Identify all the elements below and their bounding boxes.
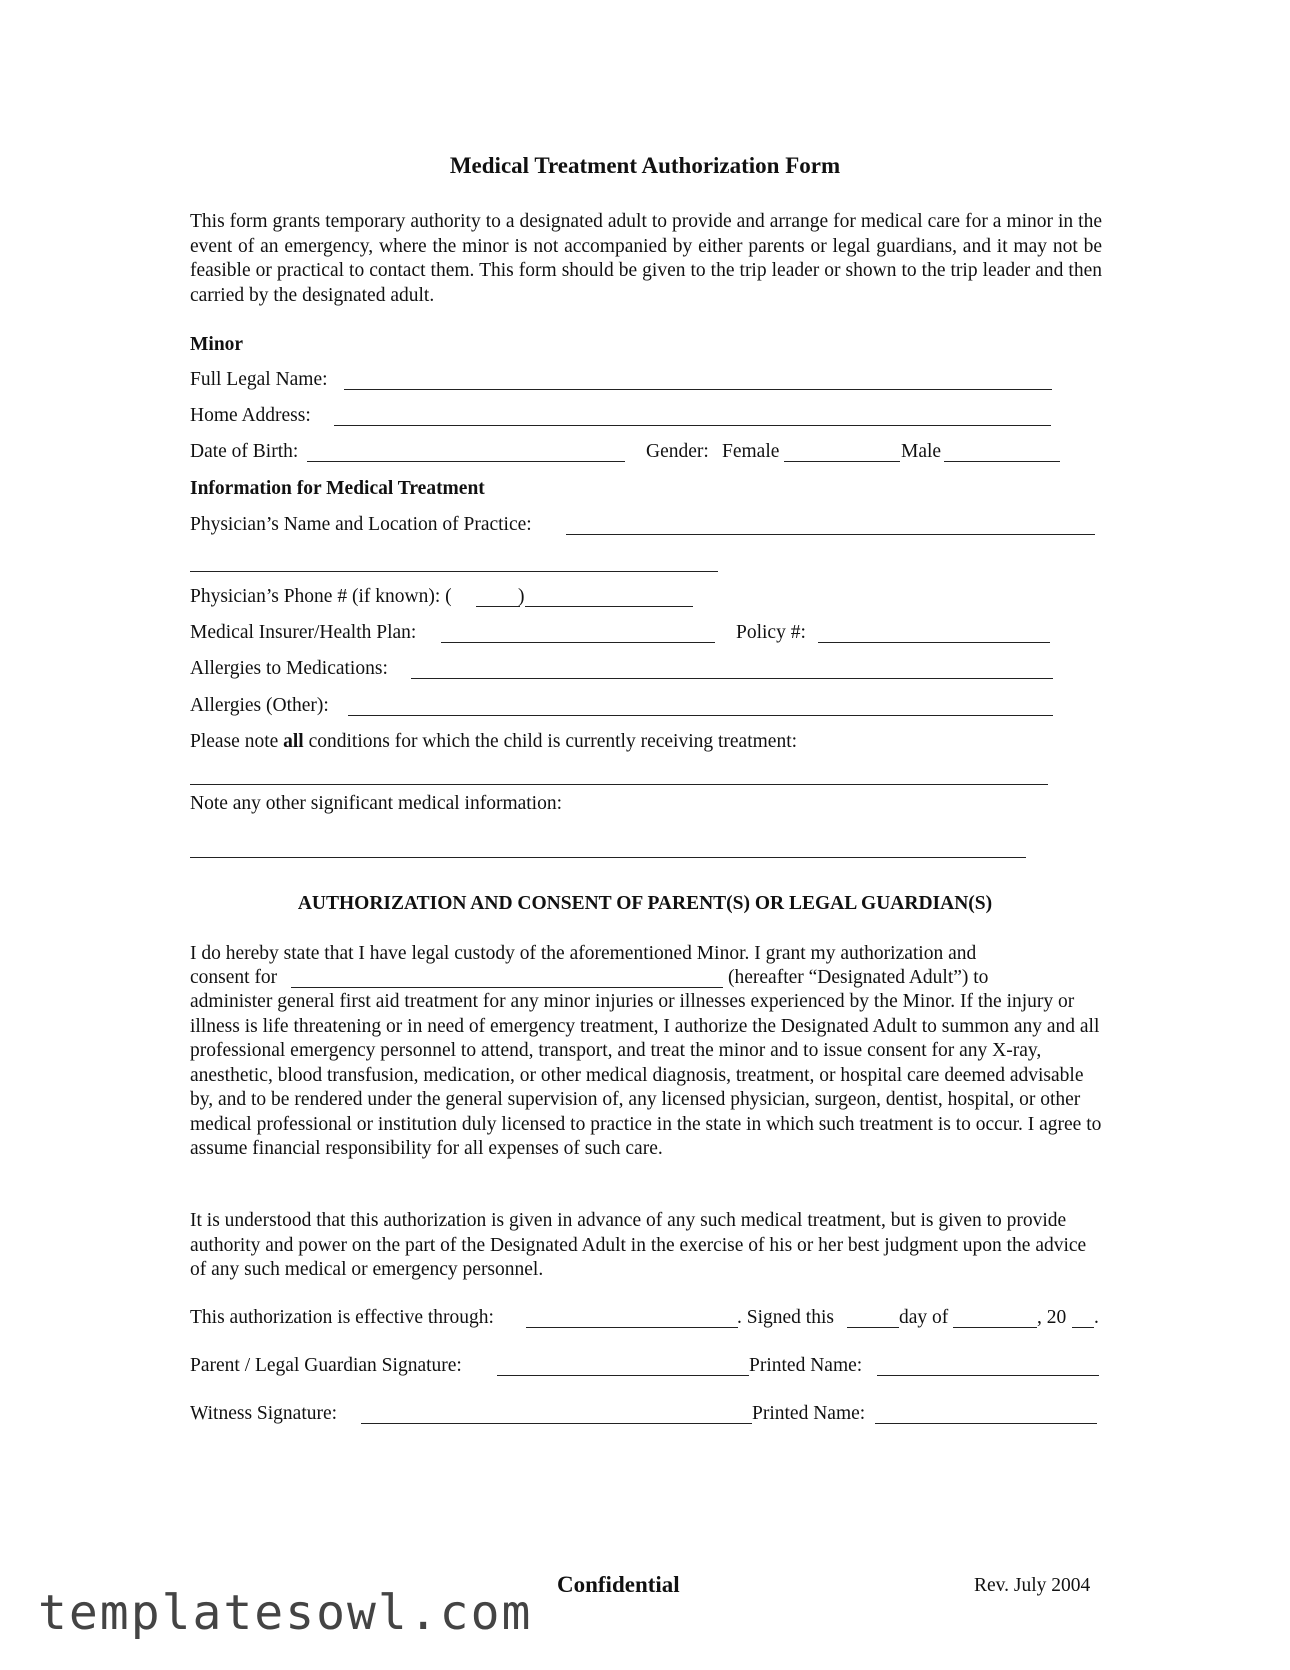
signed-year-field[interactable] xyxy=(1072,1327,1094,1328)
minor-heading: Minor xyxy=(190,334,244,355)
gender-male-field[interactable] xyxy=(944,461,1060,462)
other-info-field[interactable] xyxy=(190,857,1026,858)
authorization-heading: AUTHORIZATION AND CONSENT OF PARENT(S) OR LEGAL GUARDIAN(S) xyxy=(297,893,993,914)
signed-day-field[interactable] xyxy=(847,1327,899,1328)
phone-area-code-field[interactable] xyxy=(476,606,520,607)
physician-field[interactable] xyxy=(566,534,1095,535)
signed-month-field[interactable] xyxy=(953,1327,1037,1328)
day-of-label: day of xyxy=(899,1307,949,1328)
gender-female-field[interactable] xyxy=(784,461,900,462)
page-title: Medical Treatment Authorization Form xyxy=(449,153,841,178)
designated-adult-field[interactable] xyxy=(291,987,723,988)
witness-printed-name-field[interactable] xyxy=(875,1423,1097,1424)
authorization-body: administer general first aid treatment for any minor injuries or illnesses experienced by the Minor. If the injury or illness is life threatening or in need of emergency treatment, I authorize the Designated Adult to summon any and all professional emergency personnel to attend, transport, and treat the minor and to issue consent for any X-ray, anesthetic, blood transfusion, medication, or other medical diagnosis, treatment, or hospital care deemed advisable by, and to be rendered under the general supervision of, any licensed physician, surgeon, dentist, hospital, or other medical professional or institution duly licensed to practice in the state in which such treatment is to occur. I agree to assume financial responsibility for all expenses of such care. xyxy=(190,991,1102,1159)
home-address-field[interactable] xyxy=(334,425,1051,426)
footer-revision: Rev. July 2004 xyxy=(974,1575,1091,1596)
parent-signature-field[interactable] xyxy=(497,1375,749,1376)
policy-field[interactable] xyxy=(818,642,1050,643)
witness-signature-label: Witness Signature: xyxy=(190,1403,338,1424)
witness-signature-field[interactable] xyxy=(361,1423,752,1424)
phone-paren-close: ) xyxy=(518,586,525,607)
allergies-meds-label: Allergies to Medications: xyxy=(190,658,388,679)
watermark-logo: templatesowl.com xyxy=(38,1585,533,1641)
phone-number-field[interactable] xyxy=(525,606,693,607)
other-info-label: Note any other significant medical information: xyxy=(190,793,563,814)
gender-female-label: Female xyxy=(722,441,780,462)
year-prefix-label: , 20 xyxy=(1037,1307,1067,1328)
full-name-label: Full Legal Name: xyxy=(190,369,328,390)
dob-field[interactable] xyxy=(307,461,625,462)
physician-label: Physician’s Name and Location of Practice: xyxy=(190,514,532,535)
intro-paragraph: This form grants temporary authority to a designated adult to provide and arrange for medical care for a minor in the event of an emergency, where the minor is not accompanied by either parents or legal guardians, and it may not be feasible or practical to contact them. This form should be given to the trip leader or shown to the trip leader and then carried by the designated adult. xyxy=(190,211,1102,306)
witness-printed-name-label: Printed Name: xyxy=(752,1403,866,1424)
effective-date-field[interactable] xyxy=(526,1327,738,1328)
gender-male-label: Male xyxy=(901,441,942,462)
insurer-field[interactable] xyxy=(441,642,715,643)
conditions-label: Please note all conditions for which the child is currently receiving treatment: xyxy=(190,731,798,752)
authorization-line1: I do hereby state that I have legal custody of the aforementioned Minor. I grant my authorization and xyxy=(190,943,977,964)
policy-label: Policy #: xyxy=(736,622,806,643)
insurer-label: Medical Insurer/Health Plan: xyxy=(190,622,417,643)
footer-confidential: Confidential xyxy=(557,1572,680,1597)
parent-printed-name-field[interactable] xyxy=(877,1375,1099,1376)
medical-heading: Information for Medical Treatment xyxy=(190,478,485,499)
gender-label: Gender: xyxy=(646,441,709,462)
effective-label: This authorization is effective through: xyxy=(190,1307,494,1328)
year-end-label: . xyxy=(1094,1307,1099,1328)
parent-printed-name-label: Printed Name: xyxy=(749,1355,863,1376)
physician-field-line2[interactable] xyxy=(190,571,718,572)
home-address-label: Home Address: xyxy=(190,405,311,426)
conditions-field[interactable] xyxy=(190,784,1048,785)
hereafter-label: (hereafter “Designated Adult”) to xyxy=(728,967,989,988)
phone-label: Physician’s Phone # (if known): ( xyxy=(190,586,452,607)
consent-for-label: consent for xyxy=(190,967,278,988)
allergies-other-field[interactable] xyxy=(348,715,1053,716)
parent-signature-label: Parent / Legal Guardian Signature: xyxy=(190,1355,462,1376)
allergies-meds-field[interactable] xyxy=(411,678,1053,679)
understood-paragraph: It is understood that this authorization is given in advance of any such medical treatment, but is given to provide authority and power on the part of the Designated Adult in the exercise of his or her best judgment upon the advice of any such medical or emergency personnel. xyxy=(190,1210,1087,1280)
full-name-field[interactable] xyxy=(344,389,1052,390)
dob-label: Date of Birth: xyxy=(190,441,299,462)
allergies-other-label: Allergies (Other): xyxy=(190,695,329,716)
signed-this-label: . Signed this xyxy=(737,1307,834,1328)
